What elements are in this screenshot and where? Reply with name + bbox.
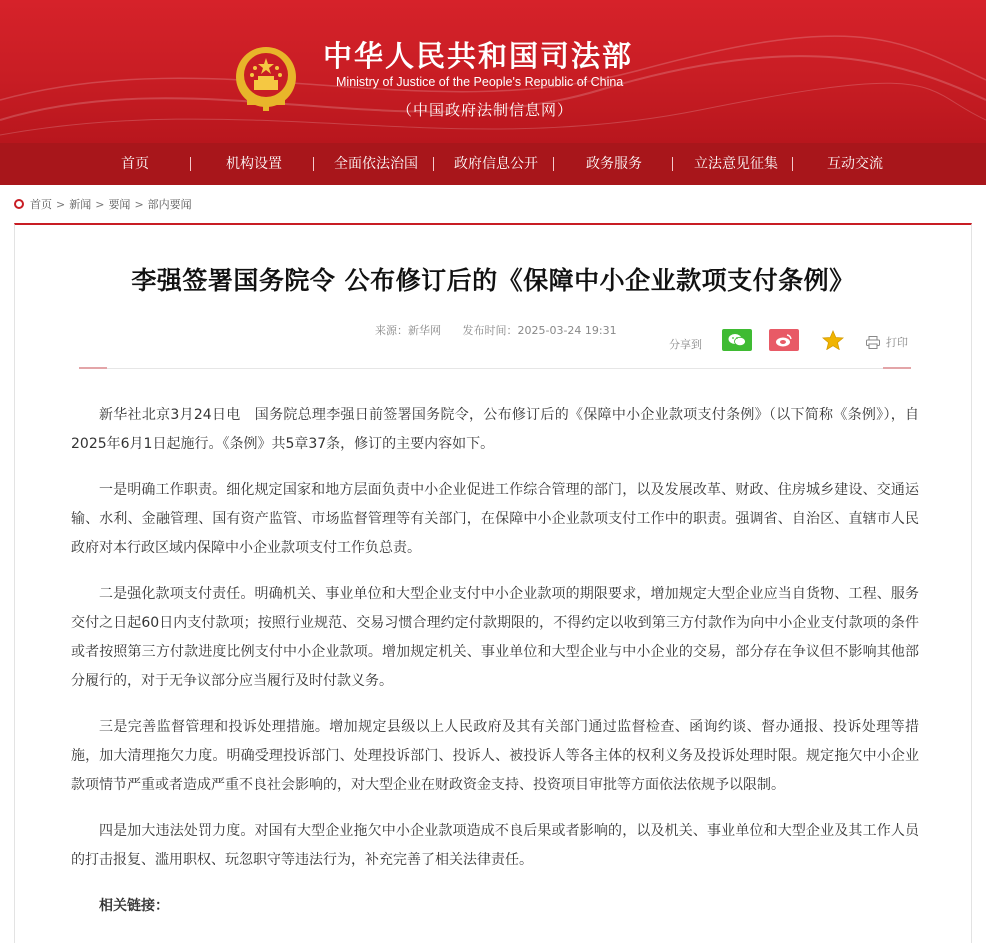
printer-icon: [866, 336, 880, 349]
nav-separator: [190, 157, 191, 171]
site-title-en: Ministry of Justice of the People's Republic of China: [336, 75, 624, 89]
main-nav: [0, 143, 986, 185]
nav-separator: [313, 157, 314, 171]
nav-separator: [792, 157, 793, 171]
article-paragraph: 新华社北京3月24日电 国务院总理李强日前签署国务院令，公布修订后的《保障中小企业款项支付条例》（以下简称《条例》），自2025年6月1日起施行。《条例》共5章37条，修订的主要内容如下。: [71, 407, 919, 452]
wechat-icon: [728, 333, 746, 347]
weibo-icon: [775, 333, 793, 347]
nav-item-gov-info[interactable]: 政府信息公开: [454, 156, 538, 172]
breadcrumb-ministry-news[interactable]: 部内要闻: [147, 198, 192, 211]
article-published: 发布时间：2025-03-24 19:31: [462, 324, 617, 337]
nav-separator: [433, 157, 434, 171]
print-label: 打印: [886, 336, 908, 349]
share-label: 分享到: [669, 338, 702, 351]
star-icon: [822, 330, 844, 350]
nav-separator: [672, 157, 673, 171]
site-subtitle: （中国政府法制信息网）: [397, 101, 574, 119]
location-dot-icon: [14, 199, 24, 209]
article-card: [14, 223, 972, 943]
breadcrumb-home[interactable]: 首页: [30, 198, 52, 211]
article-title: 李强签署国务院令 公布修订后的《保障中小企业款项支付条例》: [131, 266, 855, 295]
nav-separator: [553, 157, 554, 171]
article-meta: [375, 322, 617, 338]
nav-item-services[interactable]: 政务服务: [586, 156, 642, 172]
article-divider: [79, 368, 911, 369]
nav-item-interaction[interactable]: 互动交流: [827, 156, 883, 172]
national-emblem-icon: [233, 44, 299, 112]
site-title-cn: 中华人民共和国司法部: [323, 39, 634, 73]
article-source: 来源：新华网: [375, 324, 441, 337]
share-weibo-button[interactable]: [769, 329, 799, 351]
breadcrumb: [14, 195, 192, 213]
nav-item-rule-of-law[interactable]: 全面依法治国: [334, 156, 418, 172]
breadcrumb-headlines[interactable]: 要闻: [108, 198, 131, 211]
article-paragraph: 二是强化款项支付责任。明确机关、事业单位和大型企业支付中小企业款项的期限要求，增加规定大型企业应当自货物、工程、服务交付之日起60日内支付款项；按照行业规范、交易习惯合理约定付款期限的，不得约定以收到第三方付款作为向中小企业支付款项的条件或者按照第三方付款进度比例支付中小企业款项。增加规定机关、事业单位和大型企业与中小企业的交易，部分存在争议但不影响其他部分履行的，对于无争议部分应当履行及时付款义务。: [71, 586, 919, 689]
favorite-button[interactable]: [820, 329, 846, 351]
related-links-label: 相关链接：: [99, 898, 169, 914]
article-paragraph: 三是完善监督管理和投诉处理措施。增加规定县级以上人民政府及其有关部门通过监督检查、函询约谈、督办通报、投诉处理等措施，加大清理拖欠力度。明确受理投诉部门、处理投诉部门、投诉人、被投诉人等各主体的权利义务及投诉处理时限。规定拖欠中小企业款项情节严重或者造成严重不良社会影响的，对大型企业在财政资金支持、投资项目审批等方面依法依规予以限制。: [71, 719, 919, 793]
article-paragraph: 一是明确工作职责。细化规定国家和地方层面负责中小企业促进工作综合管理的部门，以及发展改革、财政、住房城乡建设、交通运输、水利、金融管理、国有资产监管、市场监督管理等有关部门，在保障中小企业款项支付工作中的职责。强调省、自治区、直辖市人民政府对本行政区域内保障中小企业款项支付工作负总责。: [71, 482, 919, 556]
nav-item-home[interactable]: 首页: [121, 156, 149, 172]
print-button[interactable]: [866, 334, 908, 350]
breadcrumb-news[interactable]: 新闻: [69, 198, 92, 211]
article-body: [71, 401, 919, 938]
article-paragraph: 四是加大违法处罚力度。对国有大型企业拖欠中小企业款项造成不良后果或者影响的，以及机关、事业单位和大型企业及其工作人员的打击报复、滥用职权、玩忽职守等违法行为，补充完善了相关法律责任。: [71, 823, 919, 868]
site-header: [0, 0, 986, 143]
breadcrumb-sep: >: [134, 197, 144, 211]
breadcrumb-sep: >: [56, 197, 66, 211]
share-wechat-button[interactable]: [722, 329, 752, 351]
nav-item-organization[interactable]: 机构设置: [226, 156, 282, 172]
breadcrumb-sep: >: [95, 197, 105, 211]
nav-item-legislation[interactable]: 立法意见征集: [694, 156, 778, 172]
